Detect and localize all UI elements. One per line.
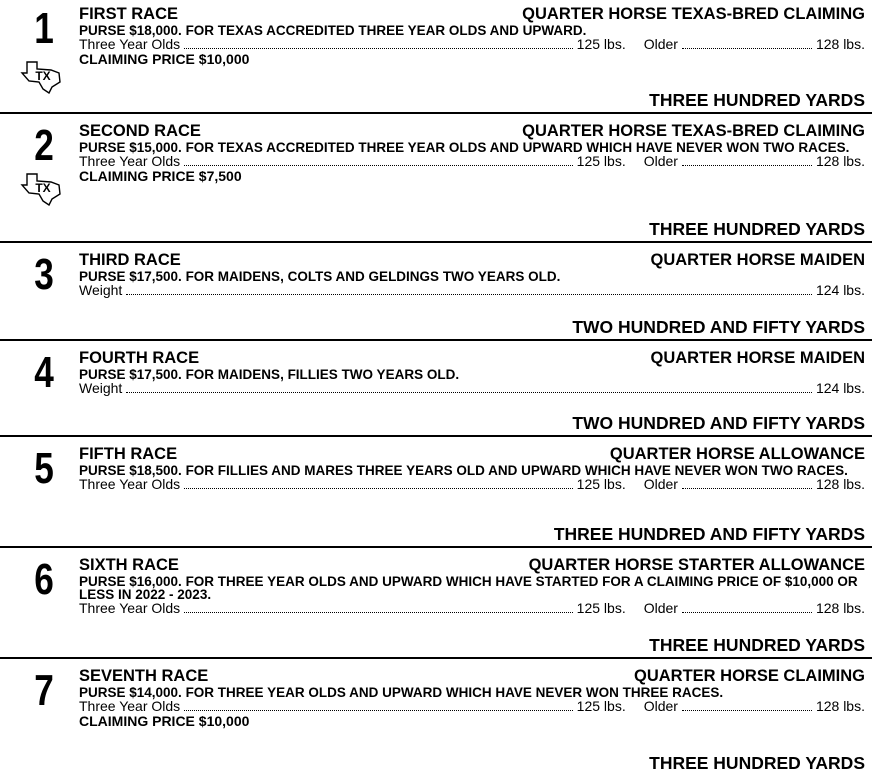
weight-value-2: 128 lbs.: [815, 698, 865, 714]
weight-label-2: Older: [643, 600, 678, 616]
weight-label-2: Older: [643, 476, 678, 492]
race-number: 3: [34, 250, 54, 299]
race-header: [79, 556, 865, 574]
race-name: SEVENTH RACE: [79, 667, 209, 685]
race-header: [79, 667, 865, 685]
race-conditions: PURSE $16,000. FOR THREE YEAR OLDS AND UPWARD WHICH HAVE STARTED FOR A CLAIMING PRICE OF $10,000 OR LESS IN 2022 - 2023.: [79, 574, 858, 602]
race-number: 1: [34, 4, 54, 53]
dot-leader: [184, 478, 573, 489]
weight-label-1: Weight: [79, 282, 123, 298]
weight-value-1: 125 lbs.: [576, 36, 626, 52]
race-header: [79, 5, 865, 23]
claiming-price: CLAIMING PRICE $10,000: [79, 51, 250, 67]
weight-value-1: 125 lbs.: [576, 698, 626, 714]
weight-label-1: Three Year Olds: [79, 698, 181, 714]
race-conditions: PURSE $18,500. FOR FILLIES AND MARES THREE YEARS OLD AND UPWARD WHICH HAVE NEVER WON TWO RACES.: [79, 463, 848, 478]
weight-label-1: Three Year Olds: [79, 476, 181, 492]
race-distance: THREE HUNDRED YARDS: [649, 635, 865, 655]
race-number: 6: [34, 555, 54, 604]
dot-leader: [126, 382, 812, 393]
race-type: QUARTER HORSE MAIDEN: [650, 349, 865, 367]
dot-leader: [184, 38, 573, 49]
race-name: FOURTH RACE: [79, 349, 200, 367]
weight-label-2: Older: [643, 36, 678, 52]
tx-badge-text: TX: [35, 181, 51, 195]
dot-leader: [682, 602, 812, 613]
dot-leader: [126, 284, 812, 295]
texas-bred-icon: [18, 60, 66, 94]
race-conditions: PURSE $15,000. FOR TEXAS ACCREDITED THREE YEAR OLDS AND UPWARD WHICH HAVE NEVER WON TWO RACES.: [79, 140, 850, 155]
weight-value-1: 125 lbs.: [576, 153, 626, 169]
weight-value-2: 128 lbs.: [815, 476, 865, 492]
weight-line: [79, 37, 865, 52]
claiming-price: CLAIMING PRICE $7,500: [79, 168, 242, 184]
race-number: 7: [34, 666, 54, 715]
race-name: THIRD RACE: [79, 251, 181, 269]
race-header: [79, 122, 865, 140]
race-distance: THREE HUNDRED YARDS: [649, 90, 865, 110]
dot-leader: [682, 155, 812, 166]
weight-value-2: 128 lbs.: [815, 153, 865, 169]
texas-bred-icon: [18, 172, 66, 206]
race-4: [0, 349, 872, 437]
race-name: SECOND RACE: [79, 122, 201, 140]
race-body: [79, 667, 865, 728]
weight-line: [79, 477, 865, 492]
race-type: QUARTER HORSE CLAIMING: [634, 667, 865, 685]
weight-label-1: Three Year Olds: [79, 600, 181, 616]
weight-value-2: 128 lbs.: [815, 600, 865, 616]
weight-value-1: 125 lbs.: [576, 476, 626, 492]
weight-label-2: Older: [643, 153, 678, 169]
race-distance: TWO HUNDRED AND FIFTY YARDS: [572, 413, 865, 433]
race-body: [79, 349, 865, 396]
race-conditions: PURSE $14,000. FOR THREE YEAR OLDS AND UPWARD WHICH HAVE NEVER WON THREE RACES.: [79, 685, 724, 700]
race-7: [0, 667, 872, 777]
race-distance: THREE HUNDRED AND FIFTY YARDS: [553, 524, 865, 544]
weight-value-1: 125 lbs.: [576, 600, 626, 616]
race-header: [79, 349, 865, 367]
race-body: [79, 251, 865, 298]
race-distance: TWO HUNDRED AND FIFTY YARDS: [572, 317, 865, 337]
race-conditions: PURSE $17,500. FOR MAIDENS, FILLIES TWO YEARS OLD.: [79, 367, 460, 382]
race-distance: THREE HUNDRED YARDS: [649, 219, 865, 239]
race-6: [0, 556, 872, 659]
race-type: QUARTER HORSE TEXAS-BRED CLAIMING: [522, 5, 865, 23]
race-conditions: PURSE $17,500. FOR MAIDENS, COLTS AND GELDINGS TWO YEARS OLD.: [79, 269, 561, 284]
weight-line: [79, 154, 865, 169]
weight-label-1: Three Year Olds: [79, 36, 181, 52]
race-number: 4: [34, 348, 54, 397]
race-body: [79, 122, 865, 183]
weight-label-2: Older: [643, 698, 678, 714]
tx-badge-text: TX: [35, 69, 51, 83]
race-name: FIRST RACE: [79, 5, 178, 23]
race-body: [79, 445, 865, 492]
weight-value-2: 128 lbs.: [815, 36, 865, 52]
race-name: FIFTH RACE: [79, 445, 178, 463]
weight-line: [79, 601, 865, 616]
claiming-price: CLAIMING PRICE $10,000: [79, 713, 250, 729]
weight-label-1: Weight: [79, 380, 123, 396]
weight-line: [79, 381, 865, 396]
dot-leader: [184, 602, 573, 613]
race-5: [0, 445, 872, 548]
dot-leader: [184, 700, 573, 711]
race-header: [79, 251, 865, 269]
race-header: [79, 445, 865, 463]
weight-line: [79, 699, 865, 714]
race-type: QUARTER HORSE ALLOWANCE: [609, 445, 865, 463]
weight-label-1: Three Year Olds: [79, 153, 181, 169]
race-number: 2: [34, 121, 54, 170]
weight-value-1: 124 lbs.: [815, 282, 865, 298]
race-body: [79, 556, 865, 616]
weight-value-1: 124 lbs.: [815, 380, 865, 396]
race-conditions: PURSE $18,000. FOR TEXAS ACCREDITED THREE YEAR OLDS AND UPWARD.: [79, 23, 587, 38]
race-3: [0, 251, 872, 341]
race-number: 5: [34, 444, 54, 493]
race-1: [0, 5, 872, 114]
race-body: [79, 5, 865, 66]
dot-leader: [184, 155, 573, 166]
dot-leader: [682, 38, 812, 49]
dot-leader: [682, 700, 812, 711]
race-type: QUARTER HORSE MAIDEN: [650, 251, 865, 269]
race-distance: THREE HUNDRED YARDS: [649, 753, 865, 773]
race-type: QUARTER HORSE TEXAS-BRED CLAIMING: [522, 122, 865, 140]
race-name: SIXTH RACE: [79, 556, 179, 574]
race-type: QUARTER HORSE STARTER ALLOWANCE: [528, 556, 865, 574]
weight-line: [79, 283, 865, 298]
dot-leader: [682, 478, 812, 489]
race-2: [0, 122, 872, 243]
